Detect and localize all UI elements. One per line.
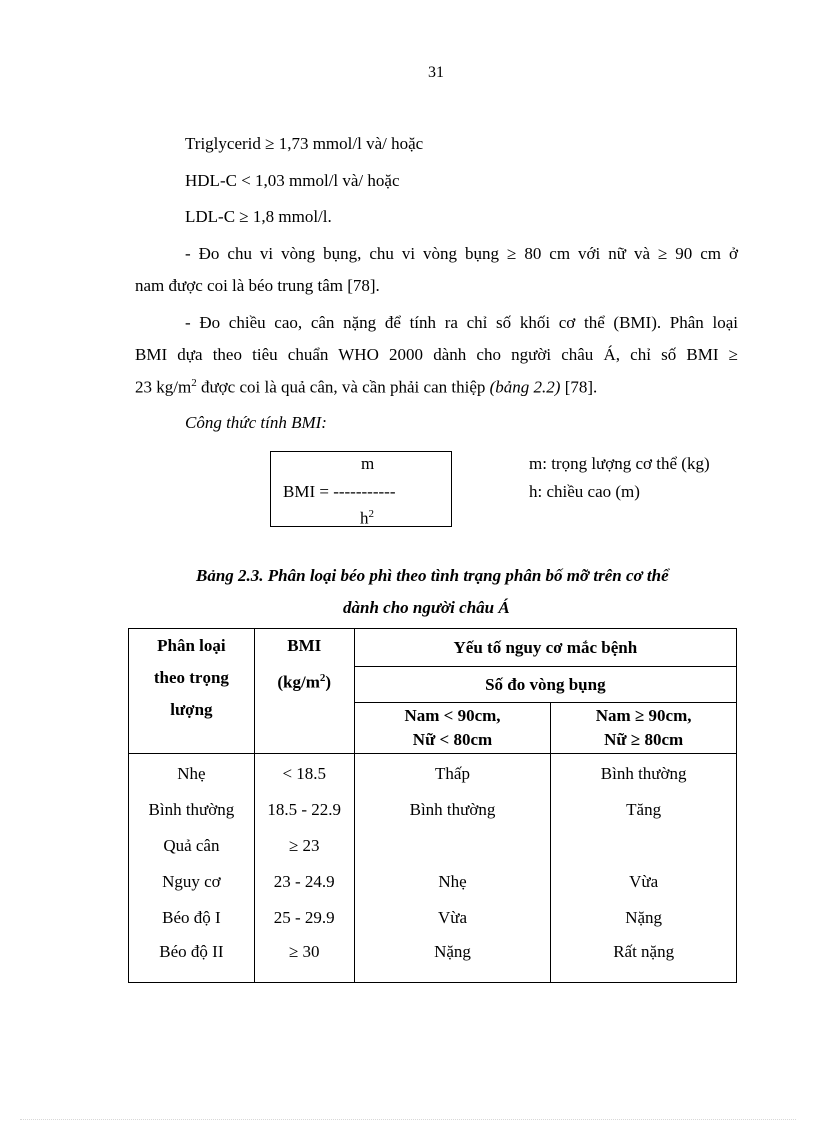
bmi-text-middle: được coi là quả cân, và cần phải can thiệp bbox=[196, 377, 490, 397]
header-waist-measure: Số đo vòng bụng bbox=[354, 667, 736, 703]
formula-legend-m: m: trọng lượng cơ thể (kg) bbox=[529, 454, 710, 473]
cell-classification: Quả cân bbox=[129, 828, 255, 864]
cell-high-waist-risk: Tăng bbox=[551, 792, 737, 828]
cell-low-waist-risk bbox=[354, 828, 551, 864]
bmi-unit-sup: 2 bbox=[319, 672, 326, 684]
bmi-paragraph-line-3 bbox=[135, 377, 597, 398]
page-bottom-divider bbox=[20, 1119, 796, 1120]
cell-high-waist-risk bbox=[551, 828, 737, 864]
citation: [78]. bbox=[560, 377, 598, 397]
cell-high-waist-risk: Vừa bbox=[551, 864, 737, 900]
hdl-line: HDL-C < 1,03 mmol/l và/ hoặc bbox=[185, 171, 400, 190]
header-low-waist-line-1: Nam < 90cm, bbox=[404, 706, 501, 725]
cell-classification: Nhẹ bbox=[129, 754, 255, 793]
cell-low-waist-risk: Thấp bbox=[354, 754, 551, 793]
bmi-unit-close: ) bbox=[325, 672, 332, 692]
bmi-unit-superscript: 2 bbox=[191, 377, 197, 389]
page-number: 31 bbox=[428, 64, 444, 81]
header-high-waist bbox=[551, 703, 737, 754]
ldl-line: LDL-C ≥ 1,8 mmol/l. bbox=[185, 207, 332, 226]
table-row bbox=[129, 828, 737, 864]
denominator-exponent: 2 bbox=[368, 508, 374, 520]
table-row bbox=[129, 792, 737, 828]
bmi-paragraph-line-1: - Đo chiều cao, cân nặng để tính ra chỉ số khối cơ thể (BMI). Phân loại bbox=[185, 313, 738, 332]
table-row bbox=[129, 936, 737, 983]
bmi-unit-text: (kg/m bbox=[277, 672, 320, 692]
table-reference: (bảng 2.2) bbox=[489, 377, 561, 397]
bmi-value-text: 23 kg/m bbox=[135, 377, 192, 397]
bmi-classification-table bbox=[128, 628, 737, 983]
cell-low-waist-risk: Bình thường bbox=[354, 792, 551, 828]
formula-left-side: BMI = ----------- bbox=[283, 482, 396, 501]
bmi-paragraph-line-2: BMI dựa theo tiêu chuẩn WHO 2000 dành cho người châu Á, chỉ số BMI ≥ bbox=[135, 345, 738, 364]
table-row bbox=[129, 864, 737, 900]
cell-high-waist-risk: Nặng bbox=[551, 900, 737, 936]
header-bmi bbox=[254, 629, 354, 754]
header-bmi-label: BMI bbox=[287, 636, 322, 655]
formula-legend-h: h: chiều cao (m) bbox=[529, 482, 640, 501]
header-risk-factor: Yếu tố nguy cơ mắc bệnh bbox=[354, 629, 736, 667]
cell-classification: Béo độ II bbox=[129, 936, 255, 983]
header-classification-line: lượng bbox=[170, 700, 213, 719]
formula-numerator: m bbox=[361, 454, 375, 473]
table-row bbox=[129, 900, 737, 936]
cell-low-waist-risk: Nhẹ bbox=[354, 864, 551, 900]
table-caption-line-2: dành cho người châu Á bbox=[343, 598, 510, 617]
header-bmi-unit bbox=[255, 662, 354, 699]
cell-bmi: 18.5 - 22.9 bbox=[254, 792, 354, 828]
table-row bbox=[129, 754, 737, 793]
cell-high-waist-risk: Bình thường bbox=[551, 754, 737, 793]
formula-intro: Công thức tính BMI: bbox=[185, 413, 327, 432]
header-classification bbox=[129, 629, 255, 754]
table-caption-line-1: Bảng 2.3. Phân loại béo phì theo tình trạng phân bố mỡ trên cơ thể bbox=[196, 566, 669, 585]
cell-bmi: ≥ 30 bbox=[254, 936, 354, 983]
triglycerid-line: Triglycerid ≥ 1,73 mmol/l và/ hoặc bbox=[185, 134, 424, 153]
cell-bmi: ≥ 23 bbox=[254, 828, 354, 864]
header-low-waist bbox=[354, 703, 551, 754]
waist-paragraph-line-2: nam được coi là béo trung tâm [78]. bbox=[135, 276, 380, 295]
header-high-waist-line-1: Nam ≥ 90cm, bbox=[595, 706, 692, 725]
header-low-waist-line-2: Nữ < 80cm bbox=[412, 730, 493, 749]
cell-classification: Bình thường bbox=[129, 792, 255, 828]
cell-low-waist-risk: Vừa bbox=[354, 900, 551, 936]
cell-high-waist-risk: Rất nặng bbox=[551, 936, 737, 983]
cell-bmi: 23 - 24.9 bbox=[254, 864, 354, 900]
cell-bmi: < 18.5 bbox=[254, 754, 354, 793]
header-classification-line: theo trọng bbox=[153, 668, 229, 687]
header-high-waist-line-2: Nữ ≥ 80cm bbox=[604, 730, 684, 749]
cell-low-waist-risk: Nặng bbox=[354, 936, 551, 983]
denominator-h: h bbox=[360, 508, 369, 528]
header-classification-line: Phân loại bbox=[157, 636, 226, 655]
waist-paragraph-line-1: - Đo chu vi vòng bụng, chu vi vòng bụng ≥ 80 cm với nữ và ≥ 90 cm ở bbox=[185, 244, 738, 263]
formula-denominator bbox=[360, 508, 374, 529]
cell-classification: Béo độ I bbox=[129, 900, 255, 936]
cell-classification: Nguy cơ bbox=[129, 864, 255, 900]
cell-bmi: 25 - 29.9 bbox=[254, 900, 354, 936]
